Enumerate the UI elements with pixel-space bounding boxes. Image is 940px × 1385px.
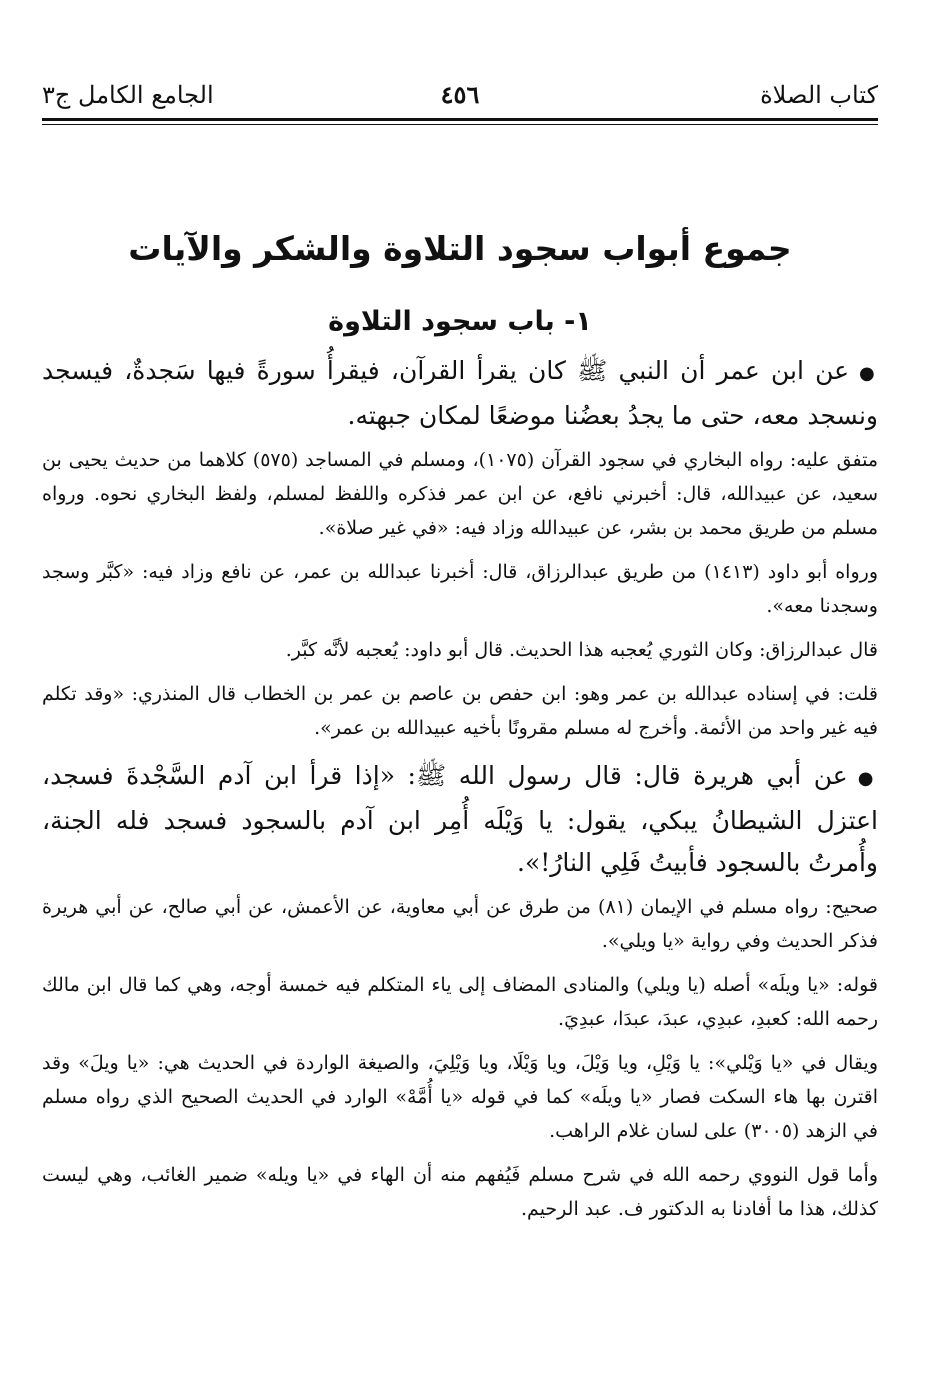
commentary-paragraph: وأما قول النووي رحمه الله في شرح مسلم فَيُفهم منه أن الهاء في «يا ويله» ضمير الغائب، وهي ليست كذلك، هذا ما أفادنا به الدكتور ف. عبد الرحيم.	[42, 1164, 878, 1220]
commentary-paragraph: متفق عليه: رواه البخاري في سجود القرآن (١٠٧٥)، ومسلم في المساجد (٥٧٥) كلاهما من حديث يحيى بن سعيد، عن عبيدالله، قال: أخبرني نافع، عن ابن عمر فذكره واللفظ لمسلم، ولفظ البخاري نحوه. ورواه مسلم من طريق محمد بن بشر، عن عبيدالله وزاد فيه: «في غير صلاة».	[42, 449, 879, 539]
header-chapter-name: كتاب الصلاة	[760, 81, 878, 109]
hadith-paragraph	[42, 755, 878, 884]
bullet-icon: ●	[857, 768, 879, 789]
commentary-paragraph: صحيح: رواه مسلم في الإيمان (٨١) من طرق عن أبي معاوية، عن الأعمش، عن أبي صالح، عن أبي هريرة فذكر الحديث وفي رواية «يا ويلي».	[42, 896, 878, 952]
running-header	[42, 78, 878, 116]
hadith-text: عن ابن عمر أن النبي ﷺ كان يقرأ القرآن، فيقرأُ سورةً فيها سَجدةٌ، فيسجد ونسجد معه، حتى ما يجدُ بعضُنا موضعًا لمكان جبهته.	[42, 356, 878, 430]
header-book-title: الجامع الكامل ج٣	[42, 81, 214, 109]
hadith-text: عن أبي هريرة قال: قال رسول الله ﷺ: «إذا قرأ ابن آدم السَّجْدةَ فسجد، اعتزل الشيطانُ يبكي، يقول: يا وَيْلَه أُمِر ابن آدم بالسجود فسجد فله الجنة، وأُمرتُ بالسجود فأبيتُ فَلِي النارُ!».	[42, 761, 878, 877]
chapter-title: ١- باب سجود التلاوة	[328, 306, 592, 337]
commentary-paragraph: ويقال في «يا وَيْلي»: يا وَيْلِ، ويا وَيْلَ، ويا وَيْلَا، ويا وَيْلِيَ، والصيغة الواردة في الحديث هي: «يا ويلَ» وقد اقترن بها هاء السكت فصار «يا ويلَه» كما في قوله «يا أُمَّهْ» الوارد في الحديث الصحيح الذي رواه مسلم في الزهد (٣٠٠٥) على لسان غلام الراهب.	[42, 1052, 878, 1142]
page-body	[42, 350, 878, 1236]
commentary-paragraph: قال عبدالرزاق: وكان الثوري يُعجبه هذا الحديث. قال أبو داود: يُعجبه لأنَّه كبَّر.	[285, 639, 878, 661]
commentary-paragraph: ورواه أبو داود (١٤١٣) من طريق عبدالرزاق، قال: أخبرنا عبدالله بن عمر، عن نافع وزاد فيه: «كبَّر وسجد وسجدنا معه».	[42, 561, 878, 617]
commentary-paragraph: قوله: «يا ويلَه» أصله (يا ويلي) والمنادى المضاف إلى ياء المتكلم فيه خمسة أوجه، وهي كما قال ابن مالك رحمه الله: كعبدِ، عبدِي، عبدَ، عبدَا، عبدِيَ.	[42, 974, 878, 1030]
section-title: جموع أبواب سجود التلاوة والشكر والآيات	[128, 229, 792, 268]
header-rule-thin	[42, 124, 878, 125]
page-number: ٤٥٦	[440, 80, 480, 109]
header-rule-thick	[42, 118, 878, 121]
bullet-icon: ●	[859, 363, 878, 384]
hadith-paragraph	[42, 350, 878, 437]
commentary-paragraph: قلت: في إسناده عبدالله بن عمر وهو: ابن حفص بن عاصم بن عمر بن الخطاب قال المنذري: «وقد تكلم فيه غير واحد من الأئمة. وأخرج له مسلم مقرونًا بأخيه عبيدالله بن عمر».	[42, 683, 878, 739]
